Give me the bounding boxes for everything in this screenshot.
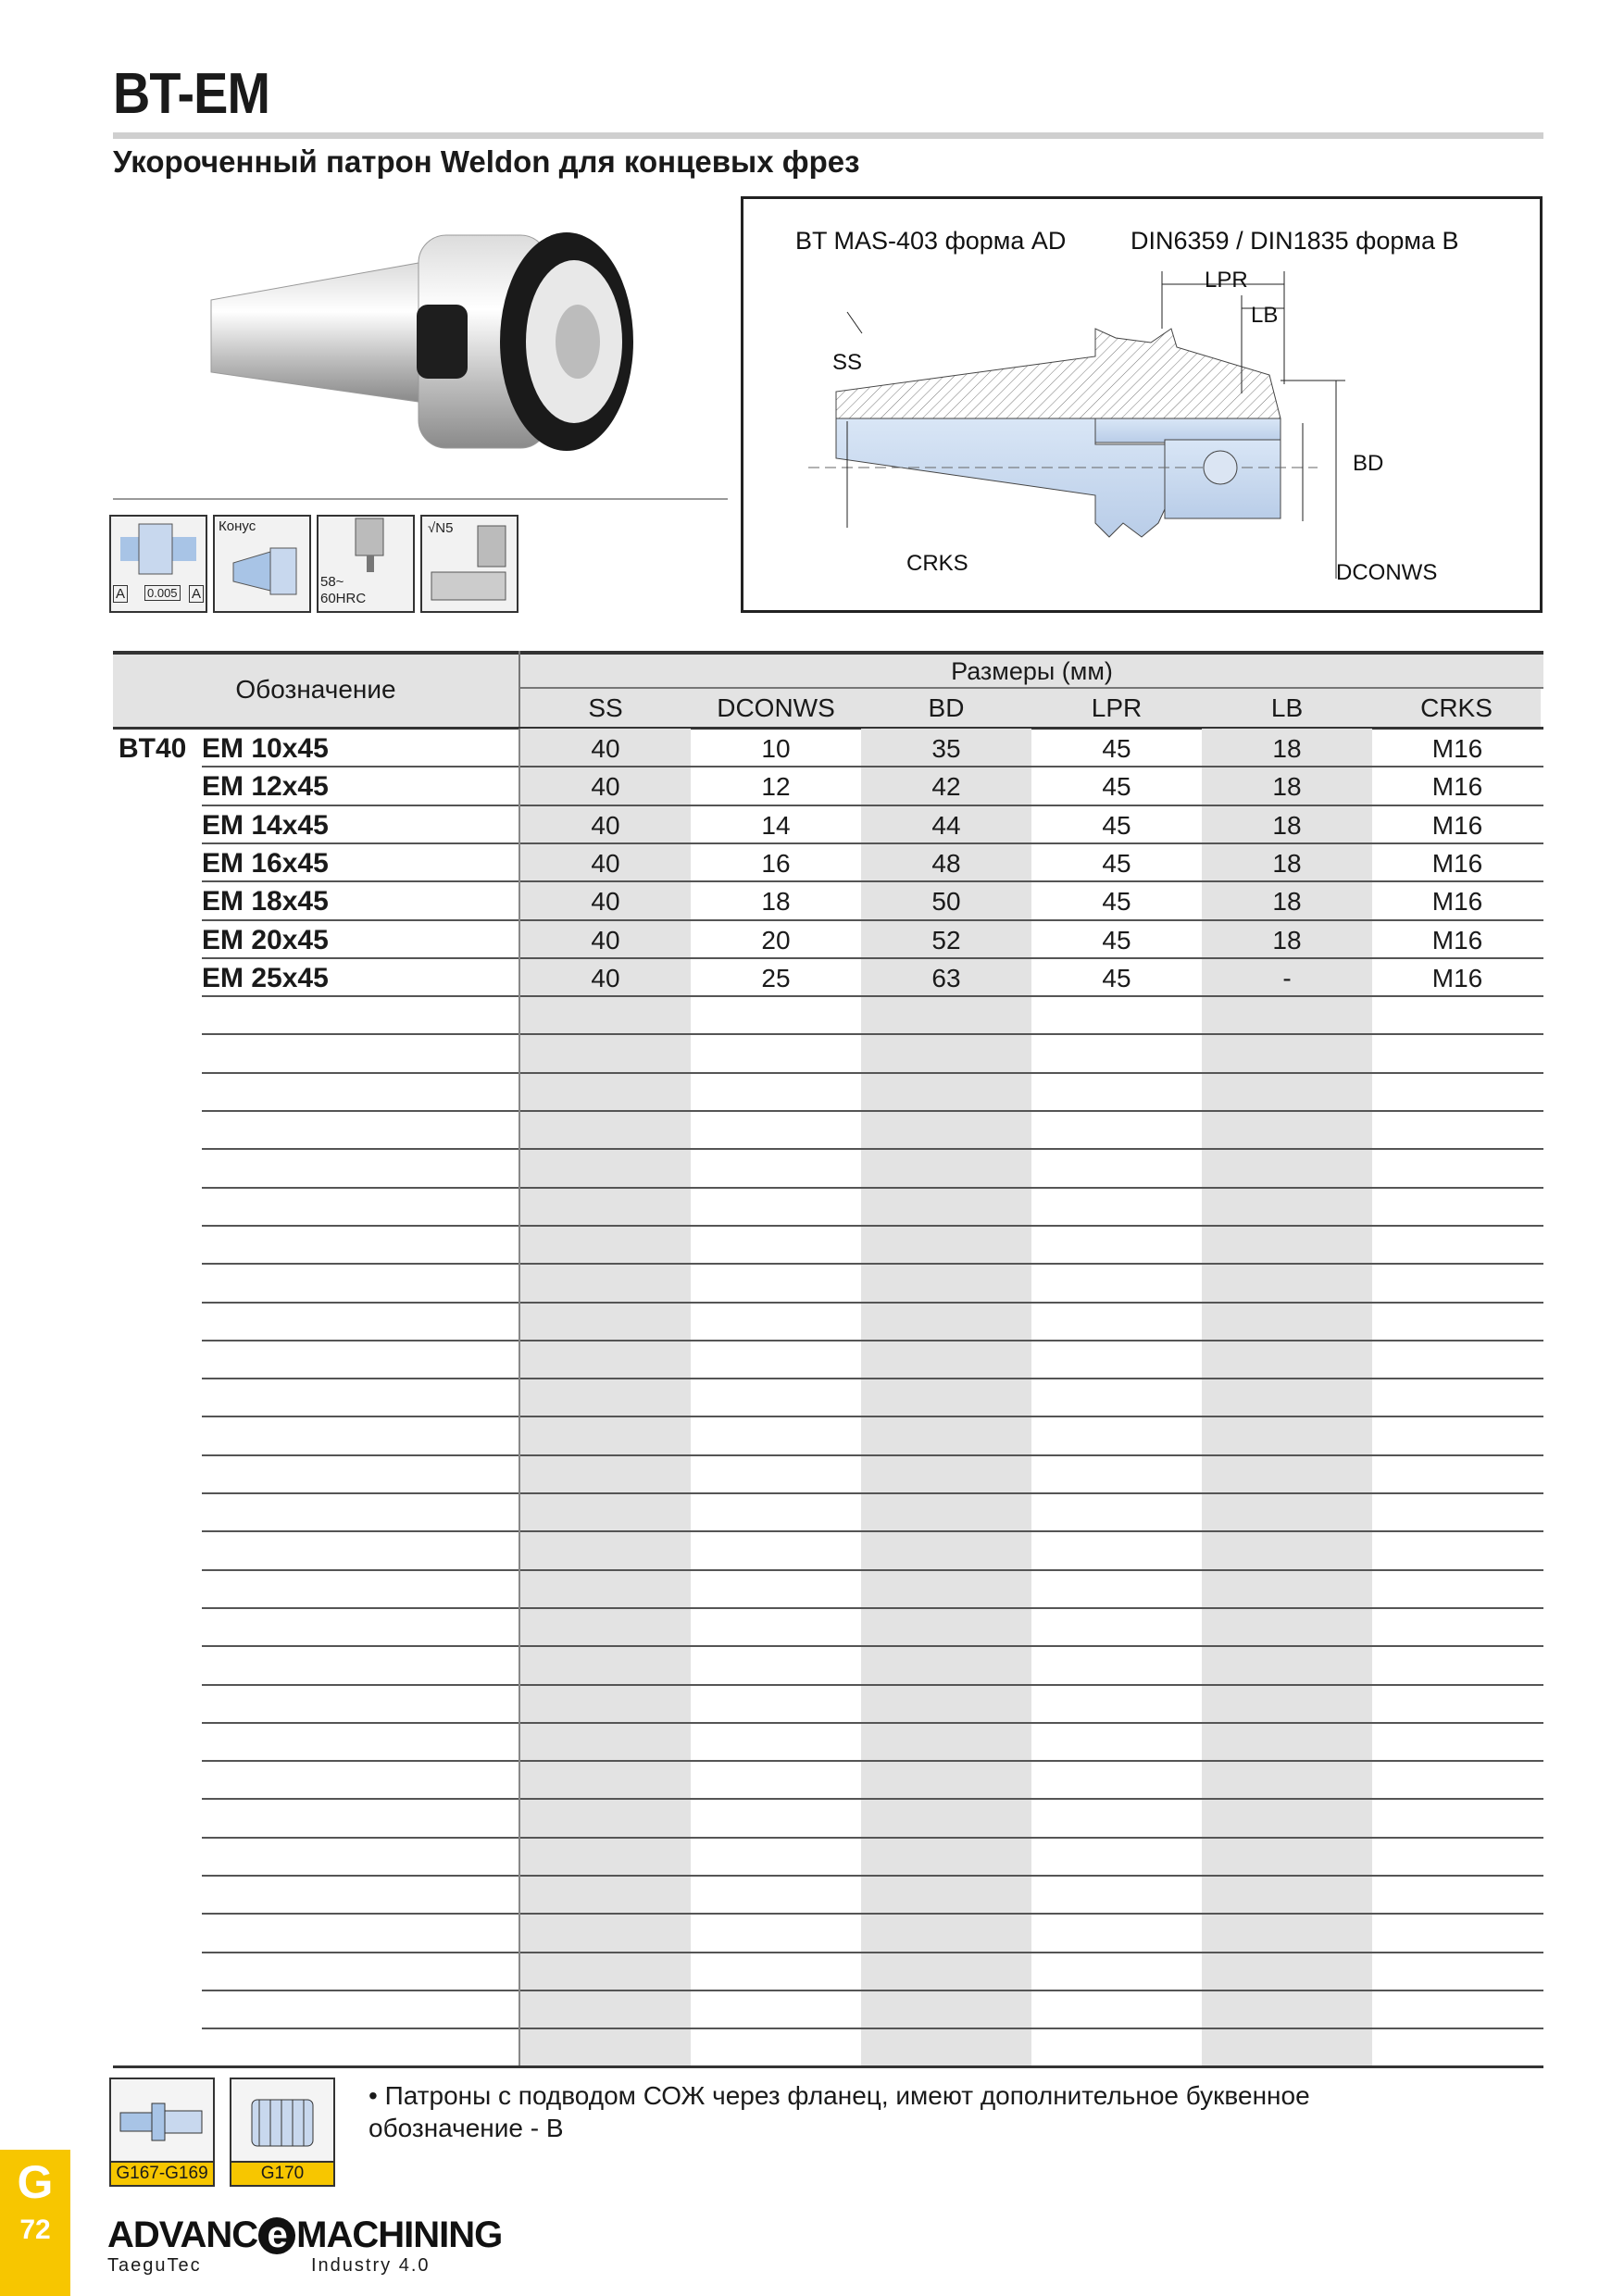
table-row <box>113 958 1543 996</box>
coolant-note: • Патроны с подводом СОЖ через фланец, имеют дополнительное буквенное обозначение - B <box>369 2081 1310 2142</box>
lpr-label: LPR <box>1205 268 1248 293</box>
dconws-label: DCONWS <box>1336 560 1438 585</box>
cell-dconws: 10 <box>761 734 791 763</box>
page-title: BT-EM <box>113 62 270 126</box>
cell-dconws: 16 <box>761 848 791 878</box>
empty-table-row <box>113 1646 1543 1684</box>
designation-header: Обозначение <box>235 675 396 704</box>
cell-dconws: 12 <box>761 772 791 802</box>
surface-label: √N5 <box>428 520 454 536</box>
table-bottom-rule <box>113 2065 1543 2068</box>
empty-table-row <box>113 1303 1543 1341</box>
empty-table-row <box>113 1799 1543 1837</box>
empty-table-row <box>113 1990 1543 2028</box>
empty-table-row <box>113 1953 1543 1990</box>
ss-label: SS <box>832 350 863 375</box>
cell-crks: M16 <box>1431 810 1483 840</box>
cell-lpr: 45 <box>1102 772 1131 802</box>
coolant-note-text: Патроны с подводом СОЖ через фланец, имеют дополнительное буквенное обозначение - B <box>369 2081 1310 2142</box>
pull-stud-reference[interactable] <box>109 2078 215 2187</box>
empty-table-row <box>113 1034 1543 1072</box>
datum-a-label: A <box>113 585 128 603</box>
datum-a2-label: A <box>189 585 204 603</box>
cell-ss: 40 <box>591 887 620 917</box>
empty-table-row <box>113 1416 1543 1454</box>
cell-crks: M16 <box>1431 887 1483 917</box>
logo-right: MACHINING <box>296 2215 503 2255</box>
table-row <box>113 920 1543 958</box>
cell-lpr: 45 <box>1102 810 1131 840</box>
designation-header-cell <box>113 651 518 727</box>
cell-crks: M16 <box>1431 772 1483 802</box>
dimensions-header: Размеры (мм) <box>520 651 1543 689</box>
empty-table-row <box>113 1073 1543 1111</box>
hardness-icon <box>317 515 415 613</box>
cell-crks: M16 <box>1431 925 1483 955</box>
row-designation: EM 20x45 <box>202 924 329 955</box>
cone-icon <box>213 515 311 613</box>
column-header-ss: SS <box>520 689 691 727</box>
table-row <box>113 843 1543 881</box>
row-designation: EM 16x45 <box>202 847 329 879</box>
cell-lpr: 45 <box>1102 734 1131 763</box>
empty-table-row <box>113 1838 1543 1876</box>
cell-bd: 50 <box>931 887 961 917</box>
cell-bd: 52 <box>931 925 961 955</box>
cell-crks: M16 <box>1431 848 1483 878</box>
row-designation: EM 18x45 <box>202 886 329 917</box>
cell-bd: 44 <box>931 810 961 840</box>
column-header-dconws: DCONWS <box>691 689 861 727</box>
row-designation: EM 10x45 <box>202 733 329 764</box>
cell-lpr: 45 <box>1102 925 1131 955</box>
cell-crks: M16 <box>1431 734 1483 763</box>
set-screw-icon <box>231 2079 333 2165</box>
cell-lb: 18 <box>1272 848 1302 878</box>
cell-bd: 63 <box>931 963 961 992</box>
cell-ss: 40 <box>591 925 620 955</box>
cell-lpr: 45 <box>1102 963 1131 992</box>
cell-bd: 35 <box>931 734 961 763</box>
dimensions-table <box>113 651 1543 2067</box>
cell-ss: 40 <box>591 963 620 992</box>
runout-value: 0.005 <box>144 585 181 601</box>
cell-lb: 18 <box>1272 810 1302 840</box>
page-subtitle: Укороченный патрон Weldon для концевых фрез <box>113 144 860 179</box>
bd-label: BD <box>1353 451 1384 476</box>
cell-dconws: 20 <box>761 925 791 955</box>
empty-table-row <box>113 1723 1543 1761</box>
row-designation: EM 14x45 <box>202 809 329 841</box>
empty-table-row <box>113 996 1543 1034</box>
ref1-label: G167-G169 <box>111 2161 213 2185</box>
pull-stud-icon <box>111 2079 213 2165</box>
section-letter: G <box>17 2156 54 2208</box>
empty-table-row <box>113 1876 1543 1914</box>
toolholder-drawing <box>743 199 1540 610</box>
page-number: 72 <box>19 2215 51 2245</box>
empty-table-row <box>113 1341 1543 1379</box>
cell-lb: 18 <box>1272 734 1302 763</box>
cell-lb: - <box>1282 963 1292 992</box>
crks-label: CRKS <box>906 551 968 576</box>
setscrew-reference[interactable] <box>230 2078 335 2187</box>
technical-diagram <box>741 196 1543 613</box>
cell-lb: 18 <box>1272 925 1302 955</box>
standard-left-label: BT MAS-403 форма AD <box>795 227 1067 255</box>
logo-e: e <box>258 2217 295 2254</box>
empty-table-row <box>113 1570 1543 1608</box>
standard-right-label: DIN6359 / DIN1835 форма B <box>1131 227 1459 255</box>
photo-divider <box>113 498 728 500</box>
empty-table-row <box>113 1455 1543 1493</box>
surface-value: N5 <box>435 520 454 536</box>
empty-table-row <box>113 1493 1543 1531</box>
empty-table-row <box>113 1914 1543 1952</box>
logo-subtitle-left: TaeguTec <box>107 2255 202 2276</box>
empty-table-row <box>113 1188 1543 1226</box>
cell-dconws: 14 <box>761 810 791 840</box>
empty-table-row <box>113 1761 1543 1799</box>
ref2-label: G170 <box>231 2161 333 2185</box>
body-separator <box>518 729 520 2065</box>
product-photo <box>206 226 650 457</box>
title-divider <box>113 132 1543 139</box>
column-header-lpr: LPR <box>1031 689 1202 727</box>
cell-lb: 18 <box>1272 772 1302 802</box>
table-row <box>113 729 1543 767</box>
cell-bd: 48 <box>931 848 961 878</box>
table-row <box>113 767 1543 805</box>
empty-table-row <box>113 1379 1543 1416</box>
cell-ss: 40 <box>591 734 620 763</box>
hardness-label-1: 58~ <box>320 574 344 590</box>
cell-crks: M16 <box>1431 963 1483 992</box>
empty-table-row <box>113 1531 1543 1569</box>
empty-table-row <box>113 1264 1543 1302</box>
cell-ss: 40 <box>591 810 620 840</box>
lb-label: LB <box>1251 303 1279 328</box>
cell-bd: 42 <box>931 772 961 802</box>
row-designation: EM 12x45 <box>202 771 329 803</box>
table-row <box>113 881 1543 919</box>
empty-table-row <box>113 1685 1543 1723</box>
empty-table-row <box>113 1149 1543 1187</box>
empty-table-row <box>113 2028 1543 2066</box>
runout-icon <box>109 515 207 613</box>
hardness-label-2: 60HRC <box>320 591 367 606</box>
cell-dconws: 18 <box>761 887 791 917</box>
empty-table-row <box>113 1226 1543 1264</box>
cell-ss: 40 <box>591 848 620 878</box>
column-header-lb: LB <box>1202 689 1372 727</box>
logo-subtitle-right: Industry 4.0 <box>311 2255 431 2276</box>
column-header-bd: BD <box>861 689 1031 727</box>
cell-lb: 18 <box>1272 887 1302 917</box>
row-designation: EM 25x45 <box>202 962 329 993</box>
empty-table-row <box>113 1608 1543 1646</box>
cone-label: Конус <box>219 518 256 534</box>
logo-left: ADVANC <box>107 2215 258 2255</box>
cell-ss: 40 <box>591 772 620 802</box>
empty-table-row <box>113 1111 1543 1149</box>
column-header-crks: CRKS <box>1372 689 1541 727</box>
cell-lpr: 45 <box>1102 848 1131 878</box>
brand-logo <box>107 2215 502 2256</box>
series-prefix: BT40 <box>119 733 187 764</box>
surface-finish-icon <box>420 515 518 613</box>
table-row <box>113 805 1543 843</box>
cell-dconws: 25 <box>761 963 791 992</box>
cell-lpr: 45 <box>1102 887 1131 917</box>
